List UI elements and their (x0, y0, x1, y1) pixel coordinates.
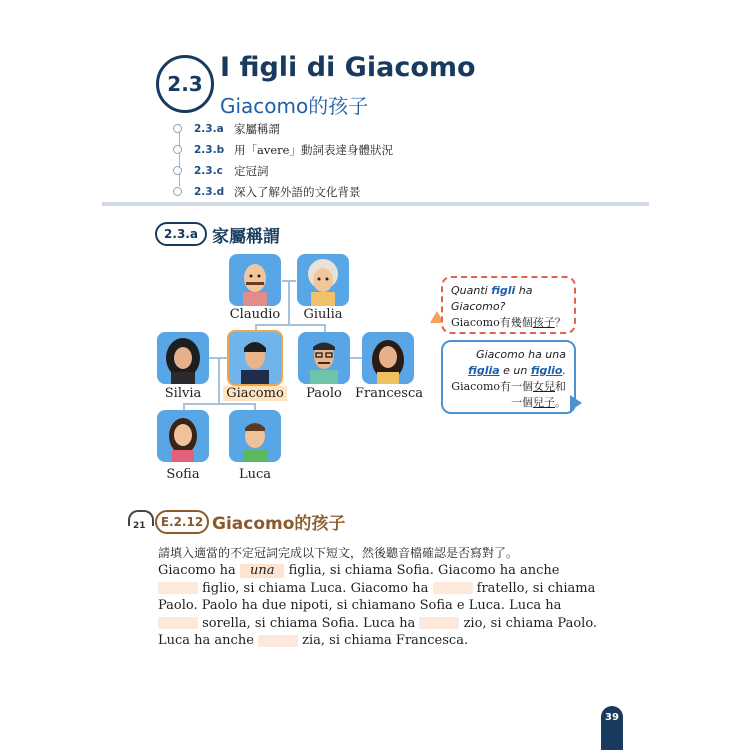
person-name: Silvia (164, 386, 202, 401)
answer-blank[interactable] (158, 582, 198, 594)
answer-blank[interactable] (158, 617, 198, 629)
answer-blank-filled: una (240, 564, 285, 578)
person-name: Giacomo (223, 386, 287, 401)
tree-line (282, 280, 296, 282)
toc-item[interactable] (172, 181, 492, 202)
toc-item[interactable] (172, 160, 492, 181)
portrait-sofia (157, 410, 209, 462)
bubble-text: Giacomo有幾個 (451, 316, 533, 329)
section-divider (102, 202, 649, 206)
passage-text: sorella, si chiama Sofia. Luca ha (198, 615, 420, 631)
exercise-code-badge: E.2.12 (155, 510, 209, 534)
person-name: Luca (238, 467, 272, 482)
toc-text: 定冠詞 (234, 163, 269, 178)
person-name: Paolo (306, 386, 342, 401)
person-name: Giulia (303, 307, 343, 322)
toc-code: 2.3.d (194, 185, 225, 198)
toc-bullet-icon (173, 124, 182, 133)
man-illustration (229, 332, 281, 384)
passage-text: figlia, si chiama Sofia. Giacomo ha anche (284, 563, 560, 578)
toc-bullet-icon (173, 145, 182, 154)
passage-text: Giacomo ha (158, 563, 240, 578)
portrait-paolo (298, 332, 350, 384)
pointer-icon (570, 395, 582, 411)
section-number-badge: 2.3 (156, 55, 214, 113)
answer-blank[interactable] (419, 617, 459, 629)
tree-line (183, 403, 185, 410)
tree-line (350, 357, 362, 359)
bubble-text: Quanti (451, 284, 492, 297)
toc-item[interactable] (172, 118, 492, 139)
bubble-text: Giacomo? (451, 300, 506, 313)
tree-line (254, 403, 256, 410)
portrait-luca (229, 410, 281, 462)
toc-bullet-icon (173, 166, 182, 175)
exercise-instruction: 請填入適當的不定冠詞完成以下短文，然後聽音檔確認是否寫對了。 (158, 546, 519, 560)
bubble-text: 和 (555, 380, 566, 393)
toc-code: 2.3.c (194, 164, 223, 177)
passage-text: zia, si chiama Francesca. (298, 633, 469, 648)
bubble-text: Giacomo ha una (476, 348, 566, 361)
page-number-tab: 39 (601, 706, 623, 750)
bubble-text: ha (515, 284, 533, 297)
section-subtitle: Giacomo的孩子 (220, 94, 369, 118)
bubble-text: 。 (555, 396, 566, 409)
boy-illustration (229, 410, 281, 462)
exercise-passage (158, 562, 598, 650)
bubble-text: . (562, 364, 566, 377)
girl-illustration (157, 410, 209, 462)
tree-line (218, 359, 220, 403)
portrait-giacomo (227, 330, 283, 386)
passage-text: zio, si chiama Paolo. Luca ha anche (158, 615, 598, 648)
exercise-title: Giacomo的孩子 (212, 514, 346, 534)
answer-blank[interactable] (258, 635, 298, 647)
keyword-figlia: figlia (468, 364, 500, 377)
keyword-figlio: figlio (530, 364, 563, 377)
section-title: I figli di Giacomo (220, 52, 476, 83)
passage-text: fratello, si chiama Paolo. Paolo ha due nipoti, si chiamano Sofia e Luca. Luca ha (158, 580, 596, 613)
woman-illustration (362, 332, 414, 384)
bubble-text: 一個 (511, 396, 533, 409)
grandfather-illustration (229, 254, 281, 306)
grandmother-illustration (297, 254, 349, 306)
toc-text: 用「avere」動詞表達身體狀況 (234, 142, 393, 157)
toc-code: 2.3.a (194, 122, 224, 135)
person-name: Francesca (354, 386, 424, 401)
bubble-text: ？ (554, 316, 566, 329)
answer-bubble (441, 340, 576, 414)
keyword-son: 兒子 (533, 396, 555, 409)
portrait-giulia (297, 254, 349, 306)
question-bubble (441, 276, 576, 334)
passage-text: figlio, si chiama Luca. Giacomo ha (198, 580, 433, 596)
keyword-figli: figli (491, 284, 516, 297)
portrait-francesca (362, 332, 414, 384)
keyword-children: 孩子 (532, 316, 555, 329)
subsection-title: 家屬稱謂 (212, 227, 280, 247)
toc-item[interactable] (172, 139, 492, 160)
tree-line (324, 324, 326, 332)
tree-line (209, 357, 227, 359)
person-name: Claudio (229, 307, 281, 322)
tree-line (255, 324, 325, 326)
woman-illustration (157, 332, 209, 384)
audio-track-button[interactable] (128, 512, 147, 531)
table-of-contents (172, 118, 492, 202)
portrait-silvia (157, 332, 209, 384)
man-with-glasses-illustration (298, 332, 350, 384)
toc-text: 深入了解外語的文化背景 (234, 184, 361, 199)
person-name: Sofia (166, 467, 200, 482)
subsection-code-badge: 2.3.a (155, 222, 207, 246)
toc-code: 2.3.b (194, 143, 225, 156)
audio-track-number: 21 (133, 521, 146, 531)
answer-blank[interactable] (433, 582, 473, 594)
portrait-claudio (229, 254, 281, 306)
bubble-text: e un (499, 364, 531, 377)
bubble-text: Giacomo有一個 (451, 380, 533, 393)
tree-line (288, 282, 290, 324)
toc-text: 家屬稱謂 (234, 121, 280, 136)
keyword-daughter: 女兒 (533, 380, 555, 393)
tree-line (183, 403, 255, 405)
toc-bullet-icon (173, 187, 182, 196)
